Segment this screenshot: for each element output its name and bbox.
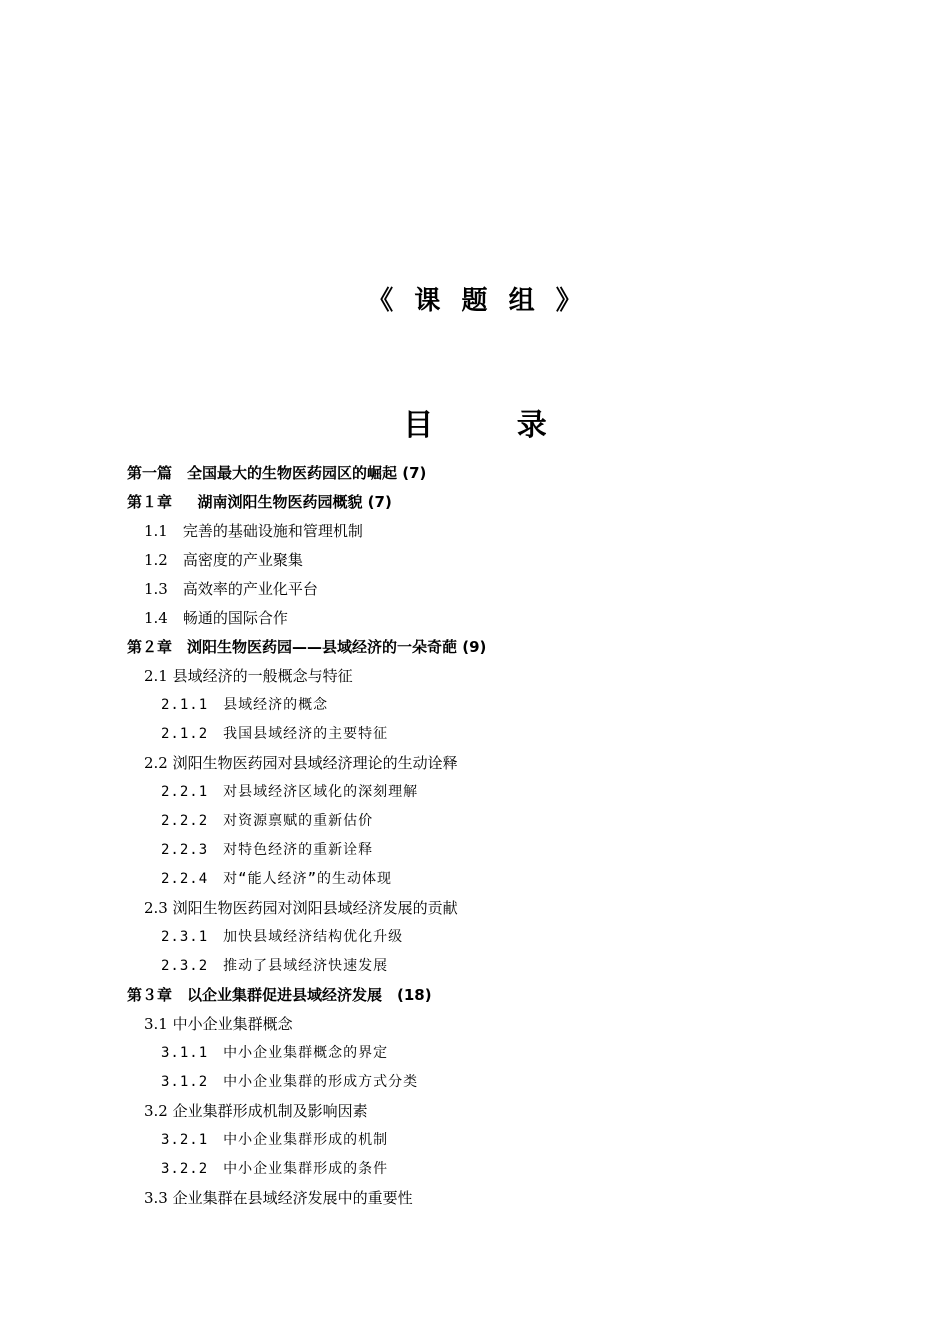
toc-subsection-2-2-3: 2.2.3 对特色经济的重新诠释 <box>161 842 374 858</box>
toc-subsection-3-2-2: 3.2.2 中小企业集群形成的条件 <box>161 1161 389 1177</box>
toc-subsection-2-2-4: 2.2.4 对“能人经济”的生动体现 <box>161 871 393 887</box>
toc-subsection-3-2-1: 3.2.1 中小企业集群形成的机制 <box>161 1132 389 1148</box>
toc-subsection-2-2-2: 2.2.2 对资源禀赋的重新估价 <box>161 813 374 829</box>
toc-part-1: 第一篇 全国最大的生物医药园区的崛起 (7) <box>127 464 427 482</box>
toc-section-1-2: 1.2 高密度的产业聚集 <box>144 551 303 569</box>
toc-section-2-2: 2.2 浏阳生物医药园对县域经济理论的生动诠释 <box>144 754 458 772</box>
toc-subsection-2-1-1: 2.1.1 县域经济的概念 <box>161 697 329 713</box>
toc-chapter-2: 第２章 浏阳生物医药园——县域经济的一朵奇葩 (9) <box>127 638 487 656</box>
toc-subsection-2-3-1: 2.3.1 加快县域经济结构优化升级 <box>161 929 404 945</box>
toc-section-1-1: 1.1 完善的基础设施和管理机制 <box>144 522 363 540</box>
document-title: 《 课 题 组 》 <box>367 286 583 316</box>
toc-section-2-1: 2.1 县域经济的一般概念与特征 <box>144 667 353 685</box>
toc-subsection-3-1-2: 3.1.2 中小企业集群的形成方式分类 <box>161 1074 419 1090</box>
toc-subsection-3-1-1: 3.1.1 中小企业集群概念的界定 <box>161 1045 389 1061</box>
toc-subsection-2-3-2: 2.3.2 推动了县域经济快速发展 <box>161 958 389 974</box>
toc-section-2-3: 2.3 浏阳生物医药园对浏阳县域经济发展的贡献 <box>144 899 458 917</box>
toc-subsection-2-1-2: 2.1.2 我国县域经济的主要特征 <box>161 726 389 742</box>
toc-heading: 目 录 <box>403 408 547 443</box>
toc-chapter-1: 第１章 湖南浏阳生物医药园概貌 (7) <box>127 493 392 511</box>
toc-section-1-3: 1.3 高效率的产业化平台 <box>144 580 318 598</box>
toc-section-1-4: 1.4 畅通的国际合作 <box>144 609 288 627</box>
toc-section-3-3: 3.3 企业集群在县域经济发展中的重要性 <box>144 1189 413 1207</box>
toc-section-3-2: 3.2 企业集群形成机制及影响因素 <box>144 1102 368 1120</box>
toc-chapter-3: 第３章 以企业集群促进县域经济发展 (18) <box>127 986 432 1004</box>
toc-subsection-2-2-1: 2.2.1 对县域经济区域化的深刻理解 <box>161 784 419 800</box>
toc-section-3-1: 3.1 中小企业集群概念 <box>144 1015 293 1033</box>
